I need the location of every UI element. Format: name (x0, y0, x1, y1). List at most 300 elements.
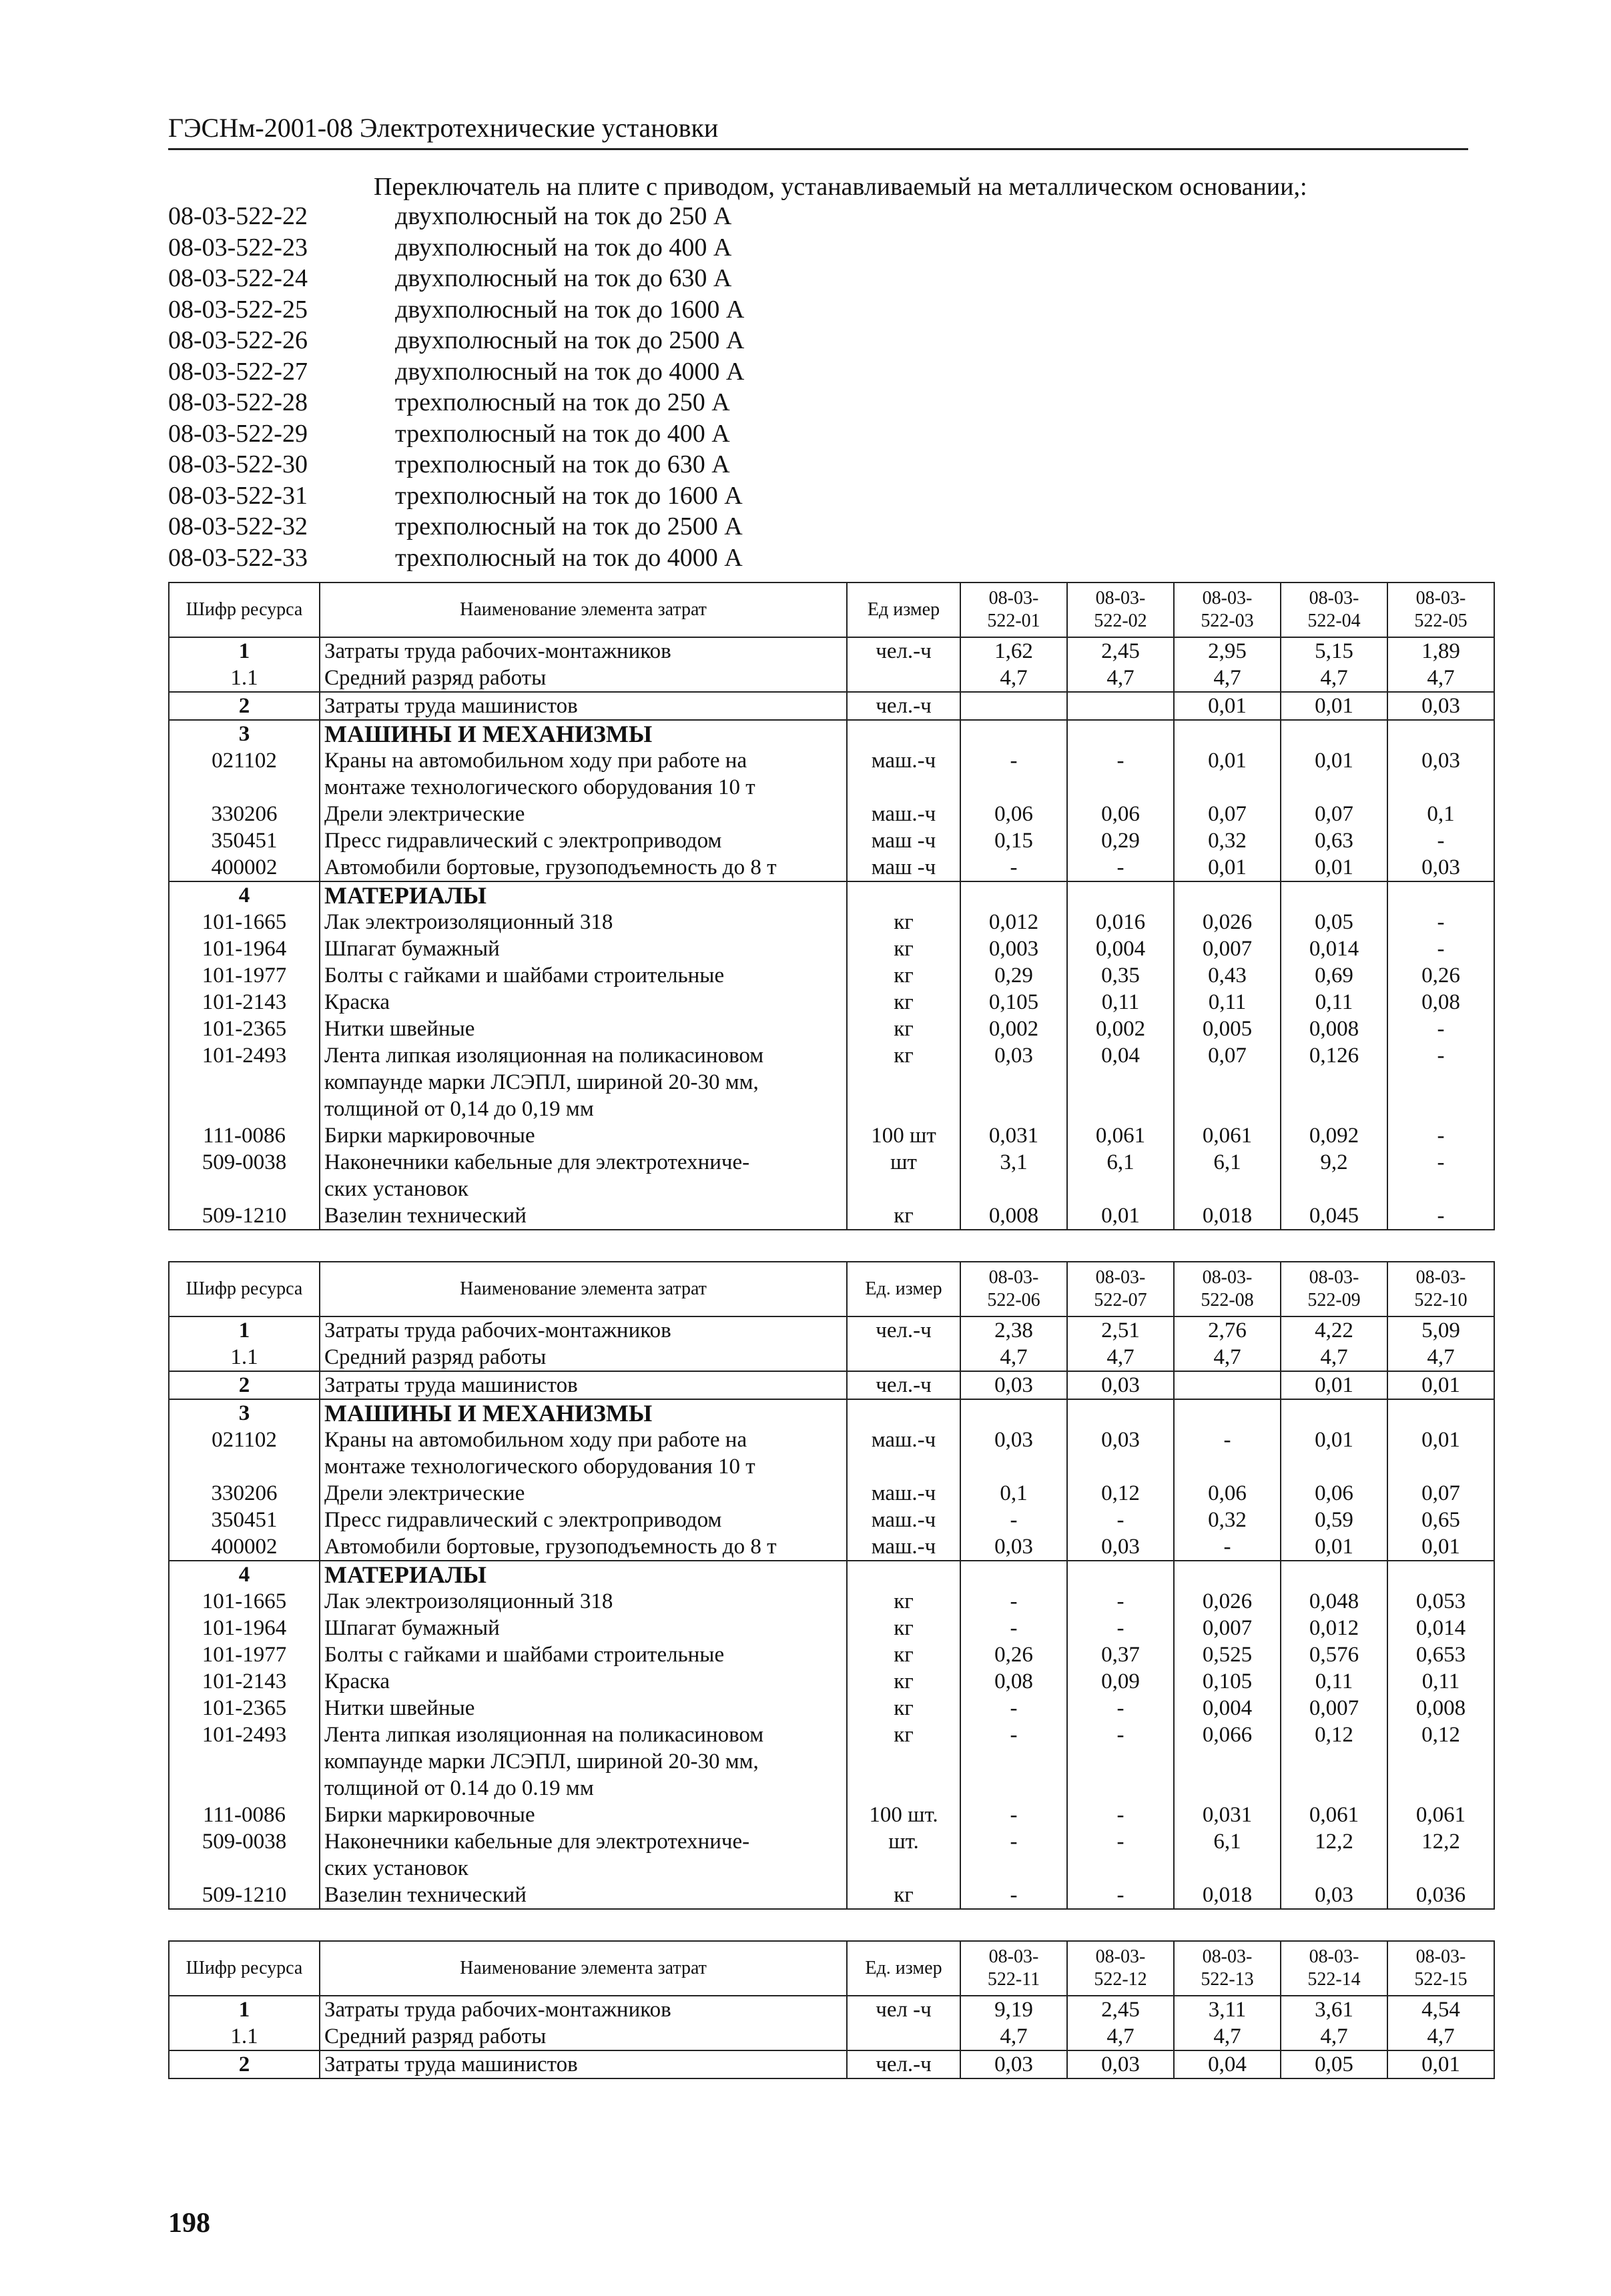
resource-code: 330206 (169, 1480, 320, 1507)
header-name: Наименование элемента затрат (320, 1262, 847, 1316)
norm-value: 0,03 (1281, 1882, 1387, 1909)
table-row (169, 1069, 1494, 1096)
norm-value: - (1387, 827, 1494, 854)
cost-element-name: Наконечники кабельные для электротехниче- (320, 1828, 847, 1855)
norm-value: 0,03 (960, 2050, 1067, 2078)
norm-value (960, 1561, 1067, 1588)
norm-value: 0,576 (1281, 1641, 1387, 1668)
resource-code (169, 1453, 320, 1480)
item-code: 08-03-522-22 (168, 202, 308, 230)
norm-value: 0,105 (960, 989, 1067, 1016)
cost-element-name: Вазелин технический (320, 1202, 847, 1230)
cost-element-name: МАТЕРИАЛЫ (320, 1561, 847, 1588)
unit: маш.-ч (847, 747, 960, 774)
norm-value: 0,15 (960, 827, 1067, 854)
item-description: трехполюсный на ток до 4000 А (395, 543, 743, 572)
cost-element-name: Наконечники кабельные для электротехниче- (320, 1149, 847, 1176)
norm-value (1281, 720, 1387, 747)
norm-code-line: 522-01 (987, 611, 1040, 631)
unit: маш -ч (847, 827, 960, 854)
unit (847, 2023, 960, 2050)
norm-value: 0,04 (1067, 1042, 1174, 1069)
norm-value (1387, 1176, 1494, 1202)
norm-value (1067, 1775, 1174, 1802)
norm-value: 0,045 (1281, 1202, 1387, 1230)
norm-value: 12,2 (1387, 1828, 1494, 1855)
norm-value: 0,061 (1174, 1122, 1281, 1149)
norm-value (1067, 1748, 1174, 1775)
norm-value: 4,7 (960, 665, 1067, 692)
cost-element-name: Краны на автомобильном ходу при работе на (320, 747, 847, 774)
resource-code (169, 1176, 320, 1202)
norm-value: 0,26 (1387, 962, 1494, 989)
norm-value: 0,031 (1174, 1802, 1281, 1828)
norm-value: - (1174, 1427, 1281, 1453)
cost-element-name: Пресс гидравлический с электроприводом (320, 827, 847, 854)
norm-value (1387, 1775, 1494, 1802)
item-row (168, 295, 1470, 326)
resource-code: 101-2493 (169, 1042, 320, 1069)
item-code: 08-03-522-23 (168, 233, 308, 262)
norm-value: 0,03 (960, 1371, 1067, 1399)
table-row (169, 1480, 1494, 1507)
unit: чел.-ч (847, 692, 960, 720)
norm-value (1067, 720, 1174, 747)
norm-value (1174, 774, 1281, 801)
resource-code: 4 (169, 881, 320, 909)
norm-code-line: 08-03- (1095, 1267, 1146, 1288)
header-rule (168, 148, 1468, 150)
unit (847, 720, 960, 747)
item-description: трехполюсный на ток до 2500 А (395, 512, 743, 540)
resource-code: 111-0086 (169, 1122, 320, 1149)
header-norm-code (960, 1262, 1067, 1316)
norm-value (1067, 1069, 1174, 1096)
norm-value: 0,01 (1174, 854, 1281, 881)
unit: шт (847, 1149, 960, 1176)
norm-value (1067, 774, 1174, 801)
unit: кг (847, 1588, 960, 1615)
unit: чел.-ч (847, 1316, 960, 1344)
unit: маш.-ч (847, 1427, 960, 1453)
unit (847, 665, 960, 692)
header-norm-code (1281, 1941, 1387, 1996)
table-row (169, 1855, 1494, 1882)
norm-value: 0,004 (1174, 1695, 1281, 1721)
resource-code: 101-1964 (169, 1615, 320, 1641)
norm-value: - (1067, 1882, 1174, 1909)
cost-element-name: компаунде марки ЛСЭПЛ, шириной 20-30 мм, (320, 1748, 847, 1775)
norm-value: 0,1 (960, 1480, 1067, 1507)
resource-code (169, 1096, 320, 1122)
norm-value: 0,01 (1281, 854, 1387, 881)
unit (847, 881, 960, 909)
norm-value: 12,2 (1281, 1828, 1387, 1855)
norm-value: - (960, 1802, 1067, 1828)
table-row (169, 1149, 1494, 1176)
norm-value: 0,03 (1387, 692, 1494, 720)
table-row (169, 827, 1494, 854)
norm-value: 0,01 (1387, 1371, 1494, 1399)
header-unit: Ед. измер (847, 1262, 960, 1316)
table-row (169, 1615, 1494, 1641)
norm-value: 0,01 (1174, 747, 1281, 774)
cost-element-name: Шпагат бумажный (320, 1615, 847, 1641)
norm-table-2 (168, 1261, 1495, 1910)
norm-value: 0,002 (960, 1016, 1067, 1042)
unit: маш.-ч (847, 1507, 960, 1533)
norm-value: 0,008 (960, 1202, 1067, 1230)
running-header: ГЭСНм-2001-08 Электротехнические установки (168, 113, 719, 143)
cost-element-name: Средний разряд работы (320, 2023, 847, 2050)
norm-value: 0,11 (1281, 1668, 1387, 1695)
cost-element-name: Краска (320, 989, 847, 1016)
header-name: Наименование элемента затрат (320, 583, 847, 637)
norm-value (960, 774, 1067, 801)
header-norm-code (1067, 1262, 1174, 1316)
norm-table-1 (168, 582, 1495, 1230)
table-row (169, 1748, 1494, 1775)
table-row (169, 1427, 1494, 1453)
header-code: Шифр ресурса (169, 583, 320, 637)
norm-value: 4,7 (960, 2023, 1067, 2050)
norm-value (1067, 1399, 1174, 1427)
table-header-row (169, 1941, 1494, 1996)
norm-value: 0,29 (960, 962, 1067, 989)
cost-element-name: Нитки швейные (320, 1016, 847, 1042)
cost-element-name: Лента липкая изоляционная на поликасиновом (320, 1042, 847, 1069)
norm-value (1281, 881, 1387, 909)
norm-value: 4,7 (1387, 665, 1494, 692)
norm-value (1174, 1176, 1281, 1202)
header-norm-code (1174, 1262, 1281, 1316)
norm-value: - (1067, 854, 1174, 881)
norm-value: 0,63 (1281, 827, 1387, 854)
table-row (169, 1122, 1494, 1149)
norm-value: 0,07 (1174, 801, 1281, 827)
norm-code-line: 522-15 (1414, 1969, 1468, 1990)
cost-element-name: Средний разряд работы (320, 1344, 847, 1371)
norm-value: 0,03 (1387, 747, 1494, 774)
unit: кг (847, 962, 960, 989)
cost-element-name: ских установок (320, 1176, 847, 1202)
table-row (169, 747, 1494, 774)
norm-table-3 (168, 1940, 1495, 2079)
item-row (168, 357, 1470, 388)
norm-value: 3,11 (1174, 1996, 1281, 2023)
section-row (169, 1561, 1494, 1588)
norm-value: 0,03 (1067, 1371, 1174, 1399)
norm-value: 4,7 (1387, 1344, 1494, 1371)
norm-value: 0,005 (1174, 1016, 1281, 1042)
resource-code: 350451 (169, 1507, 320, 1533)
header-norm-code (1067, 583, 1174, 637)
norm-value: 0,061 (1281, 1802, 1387, 1828)
norm-code-line: 08-03- (1095, 1946, 1146, 1967)
norm-code-line: 522-08 (1201, 1290, 1254, 1310)
norm-value: 0,01 (1281, 1533, 1387, 1561)
cost-element-name: Лента липкая изоляционная на поликасиновом (320, 1721, 847, 1748)
cost-element-name: Затраты труда рабочих-монтажников (320, 1996, 847, 2023)
resource-code: 2 (169, 2050, 320, 2078)
item-code: 08-03-522-24 (168, 264, 308, 292)
norm-value: 0,092 (1281, 1122, 1387, 1149)
resource-code: 101-1977 (169, 1641, 320, 1668)
item-code: 08-03-522-26 (168, 326, 308, 354)
unit: кг (847, 935, 960, 962)
norm-value (960, 692, 1067, 720)
norm-value: 0,018 (1174, 1202, 1281, 1230)
unit (847, 1775, 960, 1802)
norm-code-line: 08-03- (988, 588, 1039, 609)
norm-value: 0,03 (1067, 1533, 1174, 1561)
norm-value (1174, 1561, 1281, 1588)
unit: маш.-ч (847, 1533, 960, 1561)
norm-value (1174, 720, 1281, 747)
table-row (169, 2050, 1494, 2078)
unit: кг (847, 909, 960, 935)
norm-value: 0,07 (1387, 1480, 1494, 1507)
norm-value: 6,1 (1174, 1828, 1281, 1855)
norm-value: - (1067, 1507, 1174, 1533)
norm-value: 4,7 (1067, 2023, 1174, 2050)
resource-code: 350451 (169, 827, 320, 854)
table-row (169, 989, 1494, 1016)
item-code: 08-03-522-33 (168, 543, 308, 572)
norm-value: 0,014 (1387, 1615, 1494, 1641)
table-row (169, 1695, 1494, 1721)
table-row (169, 1775, 1494, 1802)
norm-code-line: 522-14 (1307, 1969, 1361, 1990)
table-row (169, 1828, 1494, 1855)
norm-value: 9,19 (960, 1996, 1067, 2023)
resource-code (169, 1069, 320, 1096)
norm-value: 6,1 (1067, 1149, 1174, 1176)
norm-value: 4,7 (1281, 1344, 1387, 1371)
norm-value (1067, 1176, 1174, 1202)
header-norm-code (1067, 1941, 1174, 1996)
cost-element-name: Затраты труда машинистов (320, 692, 847, 720)
norm-value (1387, 1561, 1494, 1588)
item-description: трехполюсный на ток до 400 А (395, 419, 730, 448)
norm-code-line: 08-03- (1202, 1946, 1253, 1967)
norm-value (960, 1453, 1067, 1480)
norm-value: 0,525 (1174, 1641, 1281, 1668)
norm-code-line: 08-03- (1202, 1267, 1253, 1288)
header-unit: Ед измер (847, 583, 960, 637)
norm-value (1387, 1096, 1494, 1122)
norm-value: 5,15 (1281, 637, 1387, 665)
unit (847, 1748, 960, 1775)
item-row (168, 202, 1470, 233)
norm-value: - (1387, 909, 1494, 935)
norm-code-line: 522-06 (987, 1290, 1040, 1310)
cost-element-name: Затраты труда машинистов (320, 1371, 847, 1399)
norm-value: - (960, 1695, 1067, 1721)
table-row (169, 1641, 1494, 1668)
norm-code-line: 522-12 (1094, 1969, 1147, 1990)
cost-element-name: Краска (320, 1668, 847, 1695)
norm-code-line: 08-03- (1202, 588, 1253, 609)
norm-value: 0,32 (1174, 1507, 1281, 1533)
header-unit: Ед. измер (847, 1941, 960, 1996)
norm-value: 0,35 (1067, 962, 1174, 989)
norm-value: - (1067, 747, 1174, 774)
norm-value: 0,008 (1281, 1016, 1387, 1042)
item-row (168, 512, 1470, 543)
norm-value: 6,1 (1174, 1149, 1281, 1176)
cost-element-name: компаунде марки ЛСЭПЛ, шириной 20-30 мм, (320, 1069, 847, 1096)
norm-value: 0,1 (1387, 801, 1494, 827)
norm-value: 0,03 (960, 1042, 1067, 1069)
norm-value: 0,018 (1174, 1882, 1281, 1909)
resource-code: 101-1665 (169, 909, 320, 935)
norm-code-line: 522-05 (1414, 611, 1468, 631)
norm-value: 4,7 (1174, 2023, 1281, 2050)
norm-value: 1,62 (960, 637, 1067, 665)
norm-value (960, 881, 1067, 909)
norm-value: 0,061 (1067, 1122, 1174, 1149)
header-norm-code (1174, 1941, 1281, 1996)
norm-value: 0,066 (1174, 1721, 1281, 1748)
norm-value: - (960, 854, 1067, 881)
norm-value (960, 1855, 1067, 1882)
cost-element-name: Бирки маркировочные (320, 1802, 847, 1828)
norm-value: 0,65 (1387, 1507, 1494, 1533)
item-code: 08-03-522-32 (168, 512, 308, 540)
norm-value: - (1067, 1828, 1174, 1855)
cost-element-name: Краны на автомобильном ходу при работе на (320, 1427, 847, 1453)
resource-code: 111-0086 (169, 1802, 320, 1828)
norm-value: 4,7 (1387, 2023, 1494, 2050)
cost-element-name: ских установок (320, 1855, 847, 1882)
norm-value (1387, 1453, 1494, 1480)
unit: кг (847, 1882, 960, 1909)
norm-value (960, 1775, 1067, 1802)
norm-code-line: 522-13 (1201, 1969, 1254, 1990)
unit (847, 1096, 960, 1122)
norm-value: - (1067, 1615, 1174, 1641)
norm-value: 0,048 (1281, 1588, 1387, 1615)
norm-value: 0,43 (1174, 962, 1281, 989)
norm-value (1281, 1748, 1387, 1775)
norm-value: 4,7 (1174, 665, 1281, 692)
unit: кг (847, 1641, 960, 1668)
cost-element-name: Дрели электрические (320, 1480, 847, 1507)
table-row (169, 1096, 1494, 1122)
norm-value: 4,7 (1067, 1344, 1174, 1371)
norm-value: 0,05 (1281, 2050, 1387, 2078)
item-code: 08-03-522-28 (168, 388, 308, 416)
item-code: 08-03-522-29 (168, 419, 308, 448)
norm-value (1067, 881, 1174, 909)
resource-code: 400002 (169, 854, 320, 881)
unit: чел -ч (847, 1996, 960, 2023)
header-norm-code (1281, 583, 1387, 637)
header-name: Наименование элемента затрат (320, 1941, 847, 1996)
cost-element-name: Лак электроизоляционный 318 (320, 1588, 847, 1615)
norm-value: 0,653 (1387, 1641, 1494, 1668)
unit: чел.-ч (847, 637, 960, 665)
norm-value (1067, 1855, 1174, 1882)
unit (847, 774, 960, 801)
norm-value: - (960, 747, 1067, 774)
item-list (168, 202, 1470, 574)
header-code: Шифр ресурса (169, 1941, 320, 1996)
resource-code (169, 774, 320, 801)
unit (847, 1069, 960, 1096)
resource-code: 1.1 (169, 1344, 320, 1371)
resource-code: 101-1977 (169, 962, 320, 989)
norm-code-line: 08-03- (988, 1267, 1039, 1288)
norm-code-line: 522-02 (1094, 611, 1147, 631)
cost-element-name: Затраты труда рабочих-монтажников (320, 1316, 847, 1344)
norm-value: 0,008 (1387, 1695, 1494, 1721)
resource-code: 3 (169, 1399, 320, 1427)
item-description: трехполюсный на ток до 1600 А (395, 481, 743, 510)
norm-value: - (1174, 1533, 1281, 1561)
table-row (169, 962, 1494, 989)
cost-element-name: Болты с гайками и шайбами строительные (320, 1641, 847, 1668)
item-description: двухполюсный на ток до 1600 А (395, 295, 745, 324)
resource-code: 101-2365 (169, 1016, 320, 1042)
norm-value: 0,01 (1067, 1202, 1174, 1230)
table-row (169, 1344, 1494, 1371)
norm-value: 5,09 (1387, 1316, 1494, 1344)
norm-value: 0,06 (1067, 801, 1174, 827)
resource-code: 101-2493 (169, 1721, 320, 1748)
norm-value: 2,51 (1067, 1316, 1174, 1344)
norm-code-line: 08-03- (1309, 1267, 1359, 1288)
item-row (168, 481, 1470, 512)
header-norm-code (1387, 1941, 1494, 1996)
norm-value: 0,01 (1281, 1427, 1387, 1453)
norm-value (1067, 1561, 1174, 1588)
table-row (169, 1721, 1494, 1748)
cost-element-name: толщиной от 0,14 до 0,19 мм (320, 1096, 847, 1122)
table-row (169, 1453, 1494, 1480)
norm-value: 0,03 (1387, 854, 1494, 881)
norm-value: 0,09 (1067, 1668, 1174, 1695)
norm-value: 0,05 (1281, 909, 1387, 935)
norm-value: - (960, 1828, 1067, 1855)
norm-value: 0,002 (1067, 1016, 1174, 1042)
group-intro: Переключатель на плите с приводом, устанавливаемый на металлическом основании,: (374, 173, 1307, 201)
norm-value: 0,12 (1387, 1721, 1494, 1748)
norm-value: 0,32 (1174, 827, 1281, 854)
resource-code: 1.1 (169, 665, 320, 692)
resource-code (169, 1748, 320, 1775)
norm-value (1174, 1096, 1281, 1122)
norm-value (1281, 1069, 1387, 1096)
norm-value: 0,01 (1281, 1371, 1387, 1399)
cost-element-name: Затраты труда рабочих-монтажников (320, 637, 847, 665)
resource-code: 330206 (169, 801, 320, 827)
table-header-row (169, 583, 1494, 637)
norm-value (1281, 1096, 1387, 1122)
norm-value: 0,06 (1174, 1480, 1281, 1507)
norm-value: 0,026 (1174, 1588, 1281, 1615)
norm-value: 0,03 (1067, 2050, 1174, 2078)
norm-value (960, 1096, 1067, 1122)
resource-code: 4 (169, 1561, 320, 1588)
norm-value: 0,016 (1067, 909, 1174, 935)
norm-code-line: 08-03- (1309, 588, 1359, 609)
header-norm-code (960, 583, 1067, 637)
cost-element-name: Болты с гайками и шайбами строительные (320, 962, 847, 989)
norm-value: 0,061 (1387, 1802, 1494, 1828)
norm-value (1281, 1561, 1387, 1588)
